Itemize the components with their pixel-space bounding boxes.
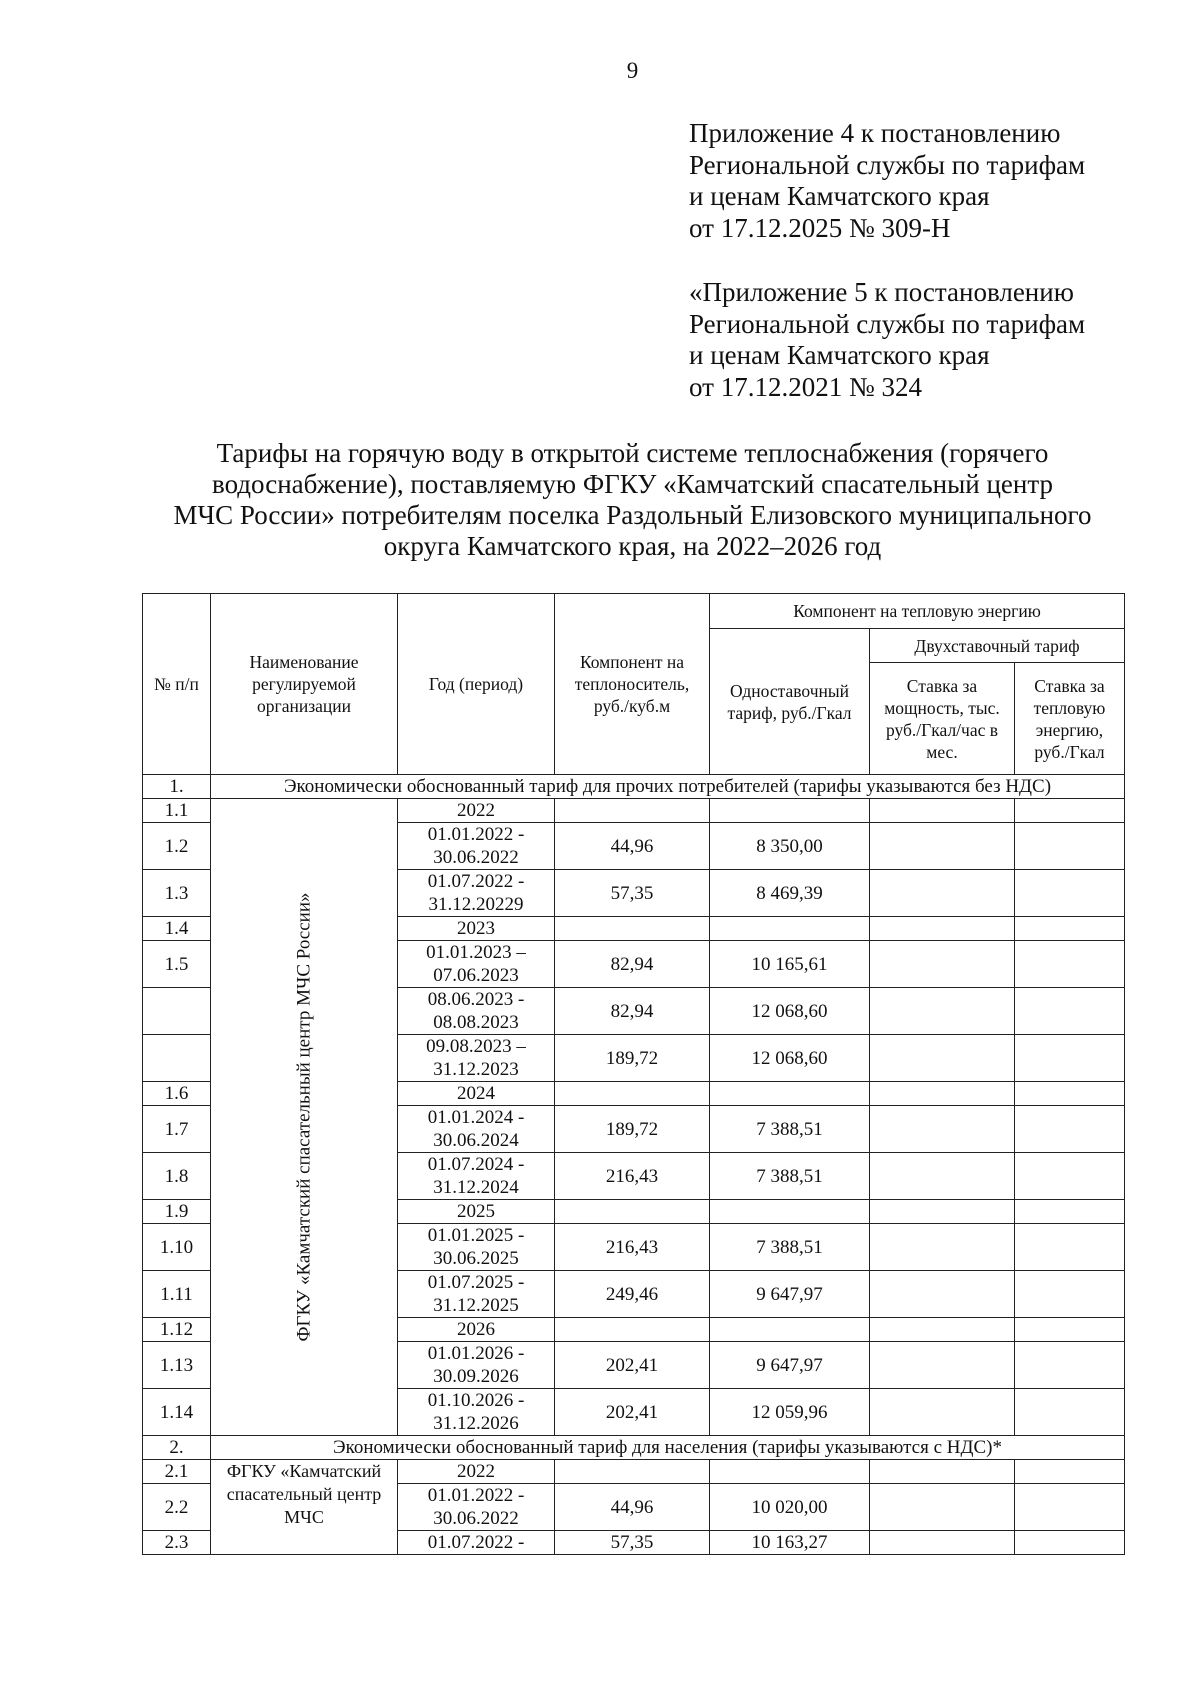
organization-name xyxy=(211,799,398,1436)
document-title xyxy=(140,438,1125,562)
row-capacity-rate-value xyxy=(870,1153,1015,1200)
header-energy-rate: Ставка за тепловую энергию, руб./Гкал xyxy=(1015,663,1125,775)
row-single-rate-value: 10 165,61 xyxy=(710,941,870,988)
row-energy-rate-value xyxy=(1015,799,1125,823)
title-line: МЧС России» потребителям поселка Раздольный Елизовского муниципального xyxy=(173,500,1092,530)
row-num xyxy=(143,988,211,1035)
row-capacity-rate-value xyxy=(870,823,1015,870)
row-period: 01.01.2024 - 30.06.2024 xyxy=(398,1106,555,1153)
row-energy-rate-value xyxy=(1015,1389,1125,1436)
row-carrier-value: 82,94 xyxy=(555,941,710,988)
row-num: 1.4 xyxy=(143,917,211,941)
title-line: водоснабжение), поставляемую ФГКУ «Камчатский спасательный центр xyxy=(212,469,1053,499)
header-organization: Наименование регулируемой организации xyxy=(211,594,398,775)
row-num: 1.9 xyxy=(143,1200,211,1224)
row-period: 2022 xyxy=(398,1460,555,1484)
row-period: 2024 xyxy=(398,1082,555,1106)
row-carrier-value: 189,72 xyxy=(555,1106,710,1153)
tariff-table xyxy=(142,593,1125,1555)
row-carrier-value: 202,41 xyxy=(555,1342,710,1389)
appendix-line: «Приложение 5 к постановлению xyxy=(689,277,1074,307)
row-period: 09.08.2023 – 31.12.2023 xyxy=(398,1035,555,1082)
row-carrier-value xyxy=(555,917,710,941)
row-energy-rate-value xyxy=(1015,1484,1125,1531)
table-row xyxy=(143,799,1125,823)
row-energy-rate-value xyxy=(1015,1342,1125,1389)
row-single-rate-value: 8 469,39 xyxy=(710,870,870,917)
row-period: 2022 xyxy=(398,799,555,823)
row-energy-rate-value xyxy=(1015,1082,1125,1106)
row-capacity-rate-value xyxy=(870,1035,1015,1082)
row-carrier-value xyxy=(555,799,710,823)
row-carrier-value: 57,35 xyxy=(555,1531,710,1555)
row-single-rate-value xyxy=(710,917,870,941)
appendix-line: от 17.12.2021 № 324 xyxy=(689,371,922,402)
row-single-rate-value: 7 388,51 xyxy=(710,1106,870,1153)
row-carrier-value: 249,46 xyxy=(555,1271,710,1318)
row-capacity-rate-value xyxy=(870,1460,1015,1484)
row-period: 01.01.2022 - 30.06.2022 xyxy=(398,823,555,870)
page-number: 9 xyxy=(626,58,639,83)
row-capacity-rate-value xyxy=(870,1224,1015,1271)
row-single-rate-value xyxy=(710,1318,870,1342)
row-period: 01.01.2026 - 30.09.2026 xyxy=(398,1342,555,1389)
row-energy-rate-value xyxy=(1015,988,1125,1035)
row-single-rate-value: 9 647,97 xyxy=(710,1342,870,1389)
row-energy-rate-value xyxy=(1015,917,1125,941)
row-carrier-value: 57,35 xyxy=(555,870,710,917)
row-single-rate-value: 10 020,00 xyxy=(710,1484,870,1531)
appendix-line: Приложение 4 к постановлению xyxy=(689,118,1061,148)
row-period: 01.01.2022 - 30.06.2022 xyxy=(398,1484,555,1531)
row-period: 01.07.2022 - 31.12.20229 xyxy=(398,870,555,917)
row-period: 2023 xyxy=(398,917,555,941)
header-carrier-component: Компонент на теплоноситель, руб./куб.м xyxy=(555,594,710,775)
row-capacity-rate-value xyxy=(870,1531,1015,1555)
row-capacity-rate-value xyxy=(870,1106,1015,1153)
section-1-title: Экономически обоснованный тариф для прочих потребителей (тарифы указываются без НДС) xyxy=(211,775,1125,799)
row-energy-rate-value xyxy=(1015,870,1125,917)
row-num: 1.10 xyxy=(143,1224,211,1271)
row-single-rate-value: 12 068,60 xyxy=(710,988,870,1035)
header-two-rate: Двухставочный тариф xyxy=(870,629,1125,663)
appendix-4-reference xyxy=(689,118,1085,244)
row-period: 01.07.2025 - 31.12.2025 xyxy=(398,1271,555,1318)
row-energy-rate-value xyxy=(1015,1531,1125,1555)
row-energy-rate-value xyxy=(1015,823,1125,870)
row-num: 1.14 xyxy=(143,1389,211,1436)
header-heat-component: Компонент на тепловую энергию xyxy=(710,594,1125,629)
row-single-rate-value xyxy=(710,799,870,823)
row-capacity-rate-value xyxy=(870,1200,1015,1224)
section-2-num: 2. xyxy=(143,1436,211,1460)
row-capacity-rate-value xyxy=(870,1484,1015,1531)
row-num xyxy=(143,1035,211,1082)
row-carrier-value xyxy=(555,1082,710,1106)
row-num: 2.3 xyxy=(143,1531,211,1555)
row-single-rate-value: 9 647,97 xyxy=(710,1271,870,1318)
row-capacity-rate-value xyxy=(870,799,1015,823)
title-line: Тарифы на горячую воду в открытой системе теплоснабжения (горячего xyxy=(216,438,1049,468)
row-num: 1.7 xyxy=(143,1106,211,1153)
header-period: Год (период) xyxy=(398,594,555,775)
row-capacity-rate-value xyxy=(870,1271,1015,1318)
row-energy-rate-value xyxy=(1015,1271,1125,1318)
row-carrier-value: 216,43 xyxy=(555,1153,710,1200)
row-period: 01.07.2024 - 31.12.2024 xyxy=(398,1153,555,1200)
row-single-rate-value: 8 350,00 xyxy=(710,823,870,870)
row-single-rate-value: 7 388,51 xyxy=(710,1224,870,1271)
row-energy-rate-value xyxy=(1015,1153,1125,1200)
row-carrier-value: 189,72 xyxy=(555,1035,710,1082)
row-capacity-rate-value xyxy=(870,1082,1015,1106)
row-period: 01.01.2025 - 30.06.2025 xyxy=(398,1224,555,1271)
row-capacity-rate-value xyxy=(870,1318,1015,1342)
row-energy-rate-value xyxy=(1015,1460,1125,1484)
row-num: 1.11 xyxy=(143,1271,211,1318)
section-1-num: 1. xyxy=(143,775,211,799)
row-carrier-value xyxy=(555,1460,710,1484)
row-carrier-value xyxy=(555,1200,710,1224)
appendix-line: и ценам Камчатского края xyxy=(689,340,990,370)
header-single-rate: Одноставочный тариф, руб./Гкал xyxy=(710,629,870,775)
row-energy-rate-value xyxy=(1015,1106,1125,1153)
row-capacity-rate-value xyxy=(870,917,1015,941)
row-period: 01.07.2022 - xyxy=(398,1531,555,1555)
title-line: округа Камчатского края, на 2022–2026 год xyxy=(383,531,882,561)
appendix-line: от 17.12.2025 № 309-Н xyxy=(689,212,951,243)
row-num: 2.1 xyxy=(143,1460,211,1484)
header-num: № п/п xyxy=(143,594,211,775)
row-num: 2.2 xyxy=(143,1484,211,1531)
row-carrier-value xyxy=(555,1318,710,1342)
row-single-rate-value xyxy=(710,1200,870,1224)
appendix-line: Региональной службы по тарифам xyxy=(689,149,1086,180)
row-capacity-rate-value xyxy=(870,988,1015,1035)
row-period: 01.01.2023 – 07.06.2023 xyxy=(398,941,555,988)
row-num: 1.1 xyxy=(143,799,211,823)
row-capacity-rate-value xyxy=(870,941,1015,988)
row-carrier-value: 82,94 xyxy=(555,988,710,1035)
header-capacity-rate: Ставка за мощность, тыс. руб./Гкал/час в мес. xyxy=(870,663,1015,775)
row-period: 01.10.2026 - 31.12.2026 xyxy=(398,1389,555,1436)
row-num: 1.3 xyxy=(143,870,211,917)
row-period: 2026 xyxy=(398,1318,555,1342)
row-num: 1.5 xyxy=(143,941,211,988)
row-single-rate-value: 12 068,60 xyxy=(710,1035,870,1082)
organization-name-text: ФГКУ «Камчатский спасательный центр МЧС России» xyxy=(293,892,315,1342)
row-num: 1.8 xyxy=(143,1153,211,1200)
row-carrier-value: 202,41 xyxy=(555,1389,710,1436)
row-energy-rate-value xyxy=(1015,1224,1125,1271)
row-single-rate-value xyxy=(710,1082,870,1106)
row-num: 1.12 xyxy=(143,1318,211,1342)
row-energy-rate-value xyxy=(1015,941,1125,988)
row-single-rate-value: 7 388,51 xyxy=(710,1153,870,1200)
table-row xyxy=(143,1460,1125,1484)
row-num: 1.13 xyxy=(143,1342,211,1389)
row-carrier-value: 44,96 xyxy=(555,1484,710,1531)
appendix-line: Региональной службы по тарифам xyxy=(689,308,1086,339)
row-energy-rate-value xyxy=(1015,1318,1125,1342)
appendix-line: и ценам Камчатского края xyxy=(689,181,990,211)
row-period: 2025 xyxy=(398,1200,555,1224)
row-num: 1.2 xyxy=(143,823,211,870)
row-energy-rate-value xyxy=(1015,1200,1125,1224)
row-carrier-value: 44,96 xyxy=(555,823,710,870)
row-capacity-rate-value xyxy=(870,1389,1015,1436)
row-single-rate-value: 10 163,27 xyxy=(710,1531,870,1555)
row-single-rate-value: 12 059,96 xyxy=(710,1389,870,1436)
row-energy-rate-value xyxy=(1015,1035,1125,1082)
row-capacity-rate-value xyxy=(870,1342,1015,1389)
row-carrier-value: 216,43 xyxy=(555,1224,710,1271)
row-period: 08.06.2023 - 08.08.2023 xyxy=(398,988,555,1035)
section-2-title: Экономически обоснованный тариф для населения (тарифы указываются с НДС)* xyxy=(211,1436,1125,1460)
organization-name: ФГКУ «Камчатский спасательный центр МЧС xyxy=(211,1460,398,1555)
row-single-rate-value xyxy=(710,1460,870,1484)
row-capacity-rate-value xyxy=(870,870,1015,917)
appendix-5-reference xyxy=(689,277,1085,403)
row-num: 1.6 xyxy=(143,1082,211,1106)
